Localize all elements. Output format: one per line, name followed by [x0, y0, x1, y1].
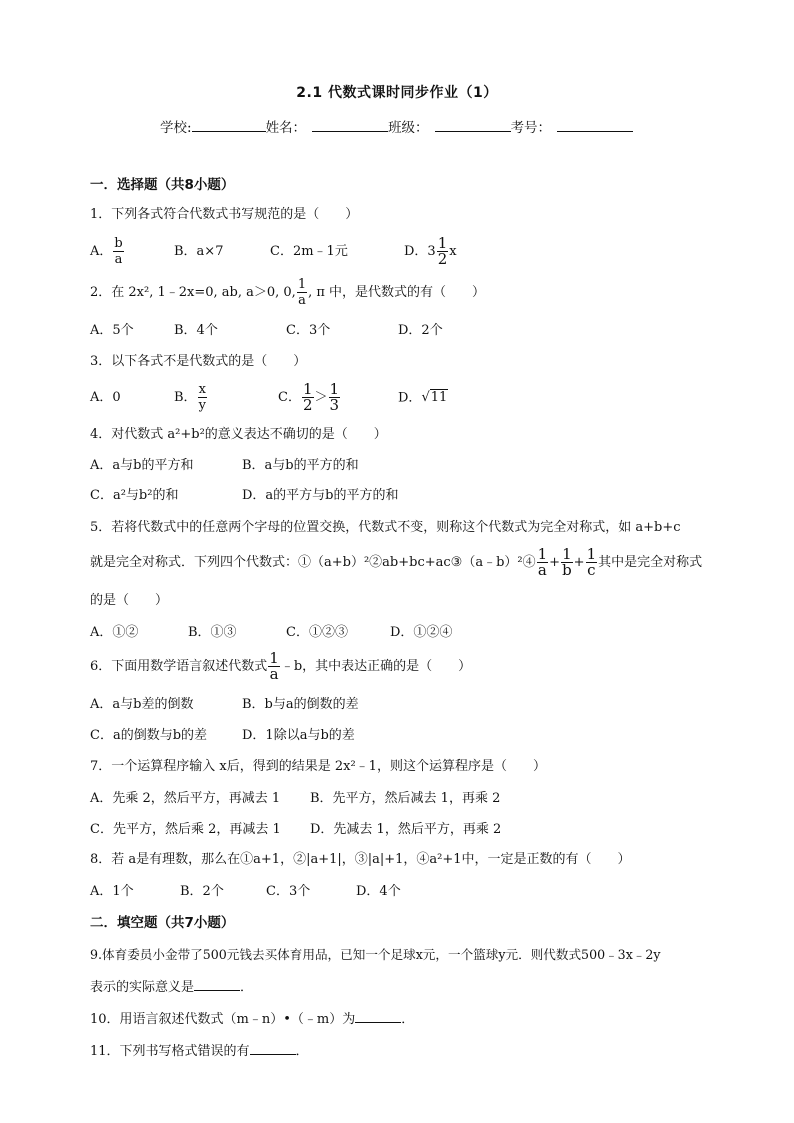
q4-option-b: B．a与b的平方的和 — [242, 458, 359, 473]
answer-blank[interactable] — [250, 1040, 296, 1055]
fraction-numerator: b — [114, 236, 123, 251]
q3-option-c-label: C． — [278, 390, 301, 405]
q3-option-c-fraction-left — [302, 382, 314, 413]
q5-line-2-post: 其中是完全对称式 — [598, 555, 703, 570]
class-label: 班级： — [388, 120, 429, 136]
q3-option-d — [398, 380, 448, 417]
question-1-stem: 1．下列各式符合代数式书写规范的是（ ） — [90, 207, 359, 222]
q11-text: 11．下列书写格式错误的有 — [90, 1044, 250, 1059]
q9-line-2-text: 表示的实际意义是 — [90, 980, 195, 995]
q6-option-c: C．a的倒数与b的差 — [90, 728, 208, 743]
radicand: 11 — [430, 390, 448, 405]
fraction-denominator: a — [269, 665, 279, 683]
school-label: 学校: — [160, 120, 192, 136]
fraction-numerator: 1 — [297, 277, 307, 292]
q8-option-d: D．4个 — [356, 884, 401, 899]
q3-option-b — [174, 380, 208, 416]
fraction-denominator: b — [562, 561, 572, 579]
question-4-stem: 4．对代数式 a²+b²的意义表达不确切的是（ ） — [90, 427, 387, 442]
fraction-numerator: 1 — [562, 545, 572, 563]
q7-option-a: A．先乘 2，然后平方，再减去 1 — [90, 791, 281, 806]
question-5-line-2 — [90, 545, 704, 581]
q8-option-c: C．3个 — [266, 884, 311, 899]
q2-option-d: D．2个 — [398, 323, 443, 338]
question-10 — [90, 1008, 704, 1029]
question-3-options — [90, 380, 704, 416]
q2-stem-post: , π 中，是代数式的有（ ） — [308, 285, 486, 300]
question-2-stem — [90, 276, 704, 310]
q8-option-a: A．1个 — [90, 884, 134, 899]
q1-option-d-fraction — [437, 236, 449, 267]
q6-fraction — [268, 651, 280, 682]
q8-option-b: B．2个 — [180, 884, 224, 899]
fraction-numerator: 1 — [586, 545, 597, 563]
question-6-stem — [90, 650, 704, 684]
q3-option-b-fraction — [198, 382, 207, 413]
answer-blank[interactable] — [355, 1008, 401, 1023]
fraction-denominator: 3 — [329, 396, 340, 414]
q1-option-a — [90, 234, 125, 270]
question-9-line-1: 9.体育委员小金带了500元钱去买体育用品，已知一个足球x元，一个篮球y元．则代数式500﹣3x﹣2y — [90, 947, 661, 962]
plus-sign: + — [549, 555, 561, 570]
q1-option-a-fraction — [113, 236, 123, 267]
q2-fraction — [297, 277, 307, 308]
q5-option-d: D．①②④ — [390, 625, 453, 640]
q1-option-d — [404, 234, 457, 270]
square-root: √11 — [421, 390, 448, 405]
fraction-denominator: y — [198, 398, 206, 413]
question-9-line-2 — [90, 976, 704, 997]
q3-option-d-label: D． — [398, 390, 422, 406]
answer-blank[interactable] — [194, 976, 240, 991]
q4-option-d: D．a的平方与b的平方的和 — [242, 488, 399, 503]
q5-fraction-b — [561, 547, 573, 578]
question-5-line-1: 5．若将代数式中的任意两个字母的位置交换，代数式不变，则称这个代数式为完全对称式，如 a+b+c — [90, 520, 681, 535]
fraction-numerator: 1 — [329, 380, 340, 398]
question-5-line-3: 的是（ ） — [90, 593, 169, 608]
q5-line-2-pre: 就是完全对称式．下列四个代数式：①（a+b）²②ab+bc+ac③（a﹣b）²④ — [90, 555, 536, 570]
q3-option-c-fraction-right — [329, 382, 341, 413]
fraction-denominator: a — [298, 293, 306, 308]
question-11 — [90, 1040, 704, 1061]
q5-fraction-c — [586, 547, 598, 578]
q10-text: 10．用语言叙述代数式（m﹣n）•（﹣m）为 — [90, 1012, 356, 1027]
q10-end-punct: ． — [401, 1012, 415, 1027]
q7-option-b: B．先平方，然后减去 1，再乘 2 — [310, 791, 501, 806]
q2-stem-pre: 2．在 2x², 1﹣2x=0, ab, a＞0, 0, — [90, 285, 296, 300]
q1-option-b: B．a×7 — [174, 244, 224, 259]
q3-option-b-label: B． — [174, 390, 197, 405]
q9-end-punct: ． — [240, 980, 254, 995]
q6-option-b: B．b与a的倒数的差 — [242, 697, 359, 712]
q1-option-d-label: D．3 — [404, 244, 436, 259]
question-7-stem: 7．一个运算程序输入 x后，得到的结果是 2x²﹣1，则这个运算程序是（ ） — [90, 759, 546, 774]
q6-stem-post: ﹣b，其中表达正确的是（ ） — [280, 659, 472, 674]
school-blank — [192, 117, 266, 132]
q3-option-a: A．0 — [90, 390, 121, 405]
greater-than-sign: ＞ — [314, 390, 328, 405]
fraction-numerator: x — [198, 382, 206, 397]
page-title: 2.1 代数式课时同步作业（1） — [296, 85, 498, 101]
fraction-denominator: a — [537, 561, 547, 579]
q3-option-c — [278, 380, 341, 416]
q5-fraction-a — [537, 547, 549, 578]
fraction-denominator: 2 — [437, 250, 448, 268]
fraction-numerator: 1 — [269, 649, 279, 667]
q6-stem-pre: 6．下面用数学语言叙述代数式 — [90, 659, 268, 674]
question-1-options — [90, 234, 704, 270]
section-fill-heading: 二．填空题（共7小题） — [90, 915, 235, 931]
q1-option-c: C．2m﹣1元 — [270, 244, 348, 259]
student-info-line — [160, 116, 640, 136]
q4-option-a: A．a与b的平方和 — [90, 458, 194, 473]
name-label: 姓名： — [265, 120, 307, 136]
q1-option-d-tail: x — [449, 244, 457, 259]
q6-option-a: A．a与b差的倒数 — [90, 697, 194, 712]
q2-option-a: A．5个 — [90, 323, 134, 338]
plus-sign: + — [573, 555, 585, 570]
fraction-numerator: 1 — [302, 380, 313, 398]
q11-end-punct: ． — [295, 1044, 309, 1059]
q7-option-d: D．先减去 1，然后平方，再乘 2 — [310, 822, 502, 837]
q4-option-c: C．a²与b²的和 — [90, 488, 179, 503]
question-8-stem: 8．若 a是有理数，那么在①a+1，②|a+1|，③|a|+1，④a²+1中，一定是正数的有（ ） — [90, 852, 631, 867]
q2-option-c: C．3个 — [286, 323, 331, 338]
exam-no-blank — [557, 117, 633, 132]
fraction-numerator: 1 — [537, 545, 548, 563]
class-blank — [435, 117, 511, 132]
q6-option-d: D．1除以a与b的差 — [242, 728, 355, 743]
fraction-denominator: 2 — [302, 396, 313, 414]
fraction-numerator: 1 — [437, 234, 448, 252]
q1-option-a-label: A． — [90, 244, 113, 259]
q7-option-c: C．先平方，然后乘 2，再减去 1 — [90, 822, 281, 837]
section-choice-heading: 一．选择题（共8小题） — [90, 177, 235, 193]
name-blank — [312, 117, 388, 132]
q5-option-a: A．①② — [90, 625, 139, 640]
q5-option-c: C．①②③ — [286, 625, 348, 640]
fraction-denominator: a — [114, 252, 123, 267]
q5-option-b: B．①③ — [188, 625, 237, 640]
question-3-stem: 3．以下各式不是代数式的是（ ） — [90, 354, 307, 369]
q2-option-b: B．4个 — [174, 323, 218, 338]
fraction-denominator: c — [587, 561, 596, 579]
exam-no-label: 考号： — [510, 120, 552, 136]
